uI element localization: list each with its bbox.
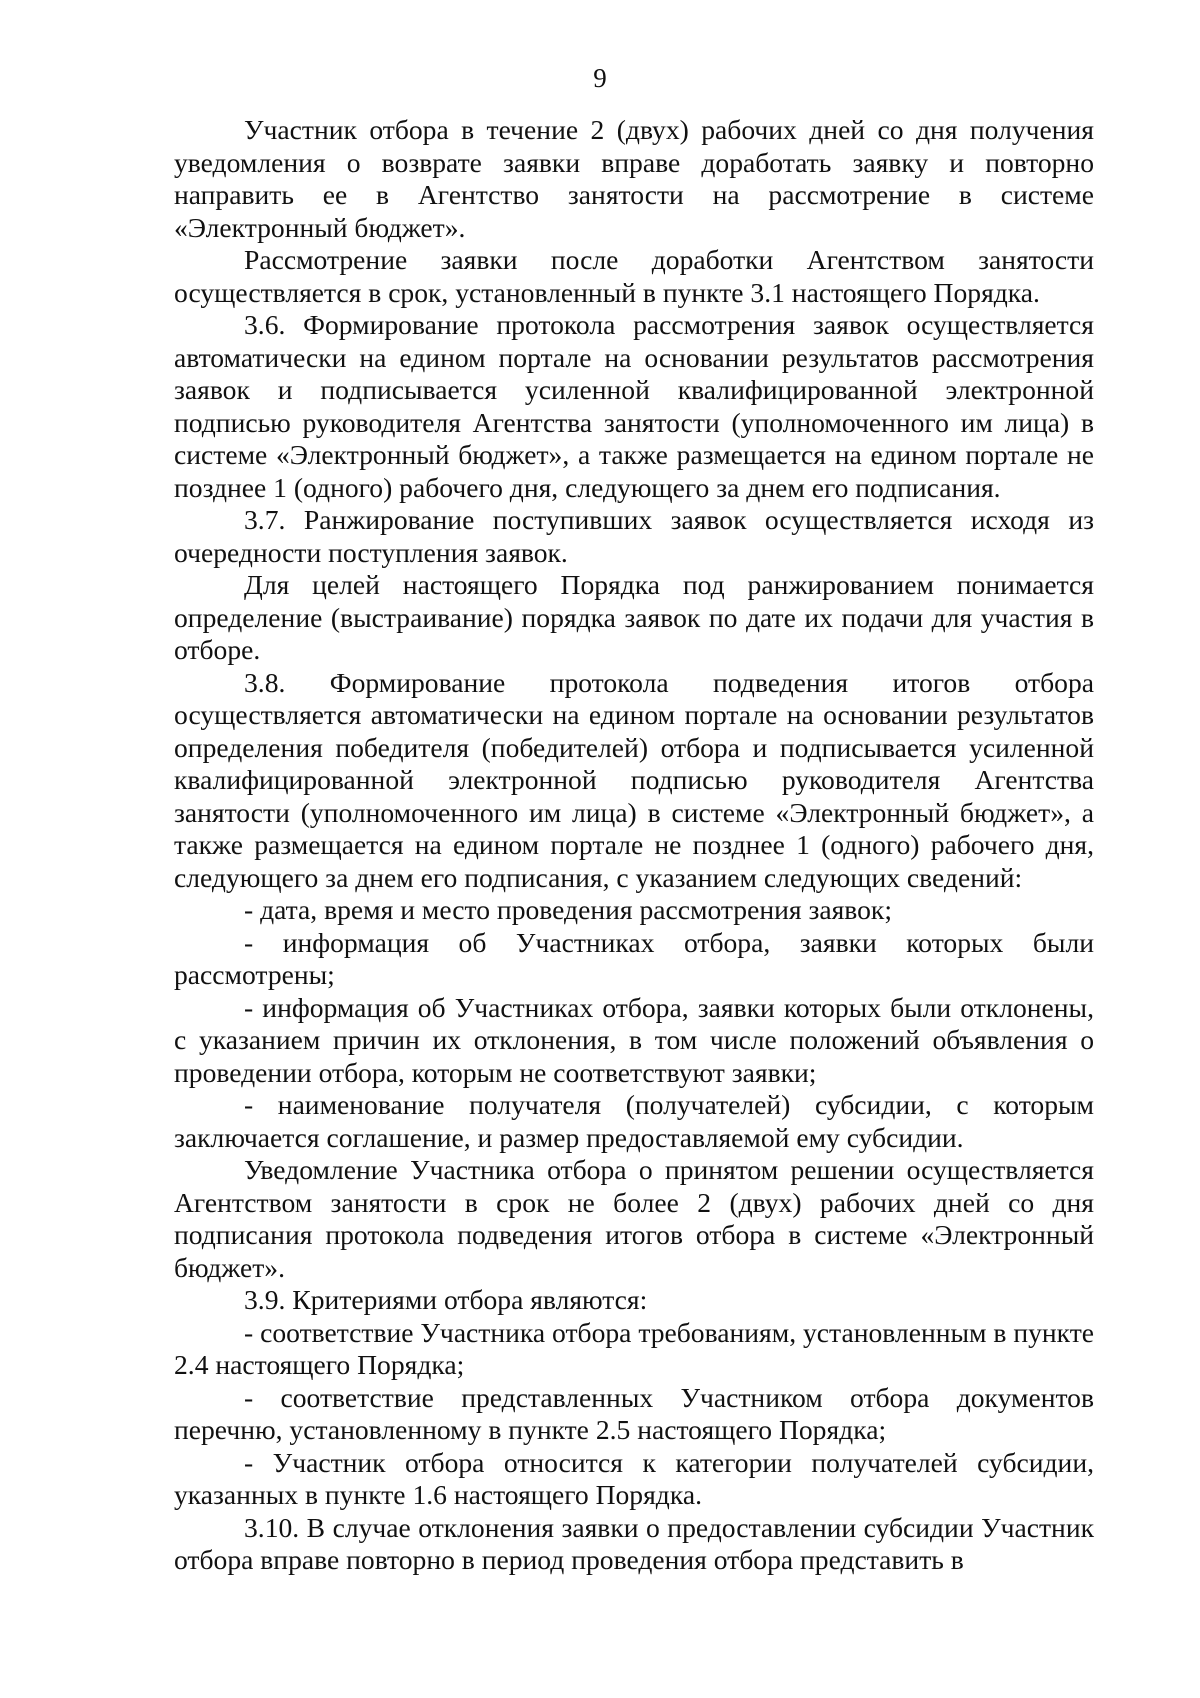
paragraph-notification: Уведомление Участника отбора о принятом решении осуществляется Агентством занятости в срок не более 2 (двух) рабочих дней со дня подписания протокола подведения итогов отбора в системе «Электронный бюджет». bbox=[174, 1154, 1094, 1283]
list-item-rejected-participants: - информация об Участниках отбора, заявки которых были отклонены, с указанием причин их отклонения, в том числе положений объявления о проведении отбора, которым не соответствуют заявки; bbox=[174, 991, 1094, 1088]
list-item-recipient-name: - наименование получателя (получателей) субсидии, с которым заключается соглашение, и размер предоставляемой ему субсидии. bbox=[174, 1089, 1094, 1153]
paragraph-ranking-definition: Для целей настоящего Порядка под ранжированием понимается определение (выстраивание) порядка заявок по дате их подачи для участия в отборе. bbox=[174, 569, 1094, 665]
paragraph-3-7: 3.7. Ранжирование поступивших заявок осуществляется исходя из очередности поступления заявок. bbox=[174, 504, 1094, 568]
paragraph-resubmission: Участник отбора в течение 2 (двух) рабочих дней со дня получения уведомления о возврате заявки вправе доработать заявку и повторно направить ее в Агентство занятости на рассмотрение в системе «Электронный бюджет». bbox=[174, 114, 1094, 243]
page-number: 9 bbox=[593, 63, 607, 93]
paragraph-3-6: 3.6. Формирование протокола рассмотрения заявок осуществляется автоматически на едином портале на основании результатов рассмотрения заявок и подписывается усиленной квалифицированной электронной подписью руководителя Агентства занятости (уполномоченного им лица) в системе «Электронный бюджет», а также размещается на едином портале не позднее 1 (одного) рабочего дня, следующего за днем его подписания. bbox=[174, 309, 1094, 503]
paragraph-3-9: 3.9. Критериями отбора являются: bbox=[244, 1284, 648, 1315]
list-item-reviewed-participants: - информация об Участниках отбора, заявки которых были рассмотрены; bbox=[174, 926, 1094, 990]
paragraph-review-after-revision: Рассмотрение заявки после доработки Агентством занятости осуществляется в срок, установленный в пункте 3.1 настоящего Порядка. bbox=[174, 244, 1094, 308]
document-body bbox=[174, 114, 1094, 1577]
paragraph-3-10: 3.10. В случае отклонения заявки о предоставлении субсидии Участник отбора вправе повторно в период проведения отбора представить в bbox=[174, 1511, 1094, 1575]
list-item-criterion-category: - Участник отбора относится к категории получателей субсидии, указанных в пункте 1.6 настоящего Порядка. bbox=[174, 1446, 1094, 1510]
list-item-date-time-place: - дата, время и место проведения рассмотрения заявок; bbox=[244, 894, 892, 925]
list-item-criterion-requirements: - соответствие Участника отбора требованиям, установленным в пункте 2.4 настоящего Порядка; bbox=[174, 1316, 1094, 1380]
list-item-criterion-documents: - соответствие представленных Участником отбора документов перечню, установленному в пункте 2.5 настоящего Порядка; bbox=[174, 1381, 1094, 1445]
paragraph-3-8: 3.8. Формирование протокола подведения итогов отбора осуществляется автоматически на едином портале на основании результатов определения победителя (победителей) отбора и подписывается усиленной квалифицированной электронной подписью руководителя Агентства занятости (уполномоченного им лица) в системе «Электронный бюджет», а также размещается на едином портале не позднее 1 (одного) рабочего дня, следующего за днем его подписания, с указанием следующих сведений: bbox=[174, 666, 1094, 893]
